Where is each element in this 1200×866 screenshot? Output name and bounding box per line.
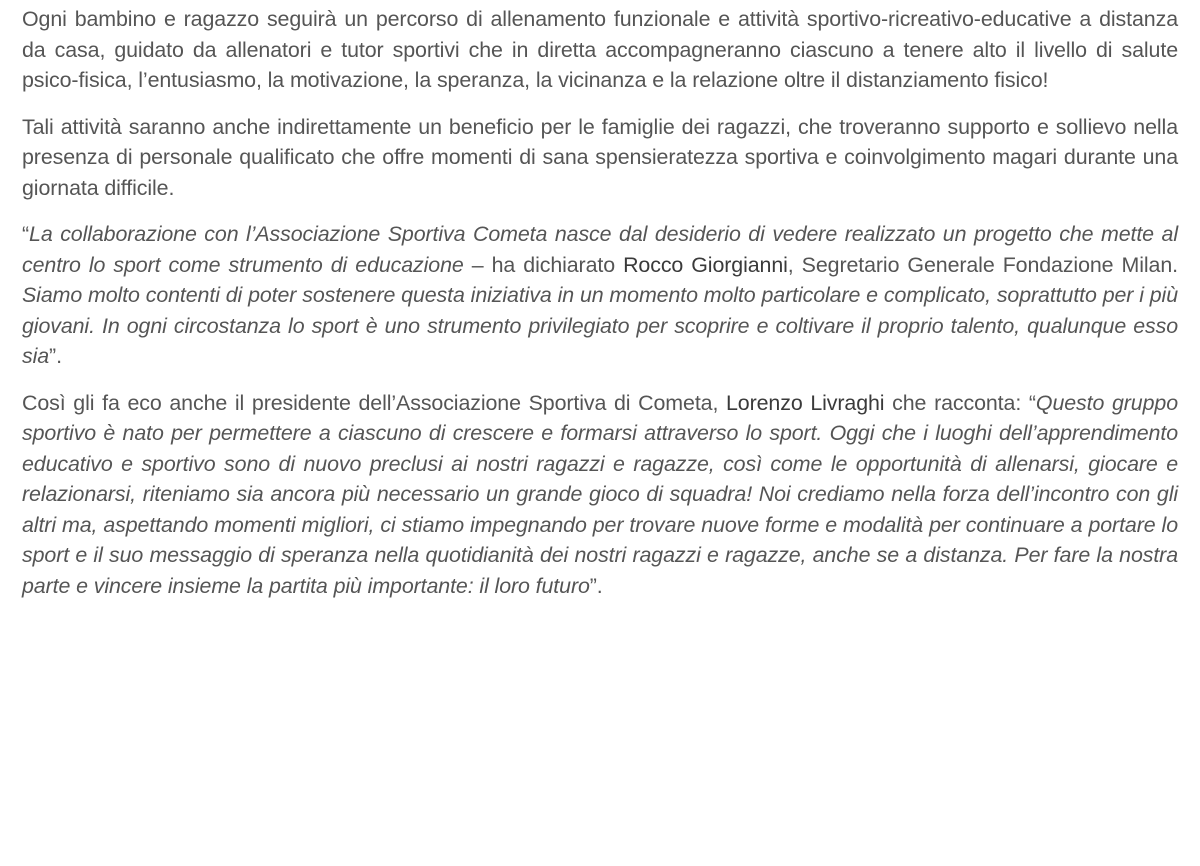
quote-text: La collaborazione con l’Associazione Sportiva Cometa nasce dal desiderio di vedere realizzato un progetto che mette al centro lo sport come strumento di educazione	[22, 222, 1178, 277]
person-name: Rocco Giorgianni	[623, 252, 788, 277]
close-quote-mark: ”.	[589, 573, 603, 598]
close-quote-mark: ”.	[49, 344, 62, 368]
paragraph-giorgianni-quote	[22, 219, 1178, 372]
quote-text: Siamo molto contenti di poter sostenere questa iniziativa in un momento molto particolare e complicato, soprattutto per i più giovani. In ogni circostanza lo sport è uno strumento privilegiato per scoprire e coltivare il proprio talento, qualunque esso sia	[22, 283, 1178, 368]
attribution-text: che racconta: “	[884, 390, 1036, 415]
attribution-text: , Segretario Generale Fondazione Milan.	[787, 252, 1178, 277]
paragraph-intro: Ogni bambino e ragazzo seguirà un percorso di allenamento funzionale e attività sportivo-ricreativo-educative a distanza da casa, guidato da allenatori e tutor sportivi che in diretta accompagneranno ciascuno a tenere alto il livello di salute psico-fisica, l’entusiasmo, la motivazione, la speranza, la vicinanza e la relazione oltre il distanziamento fisico!	[22, 7, 1178, 92]
open-quote-mark: “	[22, 222, 30, 246]
quote-text: Questo gruppo sportivo è nato per permettere a ciascuno di crescere e formarsi attraverso lo sport. Oggi che i luoghi dell’apprendimento educativo e sportivo sono di nuovo preclusi ai nostri ragazzi e ragazze, così come le opportunità di allenarsi, giocare e relazionarsi, riteniamo sia ancora più necessario un grande gioco di squadra! Noi crediamo nella forza dell’incontro con gli altri ma, aspettando momenti migliori, ci stiamo impegnando per trovare nuove forme e modalità per continuare a portare lo sport e il suo messaggio di speranza nella quotidianità dei nostri ragazzi e ragazze, anche se a distanza. Per fare la nostra parte e vincere insieme la partita più importante: il loro futuro	[22, 390, 1178, 598]
attribution-text: Così gli fa eco anche il presidente dell’Associazione Sportiva di Cometa,	[22, 390, 727, 415]
person-name: Lorenzo Livraghi	[726, 390, 885, 415]
paragraph-families: Tali attività saranno anche indirettamente un beneficio per le famiglie dei ragazzi, che troveranno supporto e sollievo nella presenza di personale qualificato che offre momenti di sana spensieratezza sportiva e coinvolgimento magari durante una giornata difficile.	[22, 114, 1178, 200]
paragraph-livraghi-quote	[22, 388, 1178, 602]
attribution-text: – ha dichiarato	[463, 252, 624, 277]
